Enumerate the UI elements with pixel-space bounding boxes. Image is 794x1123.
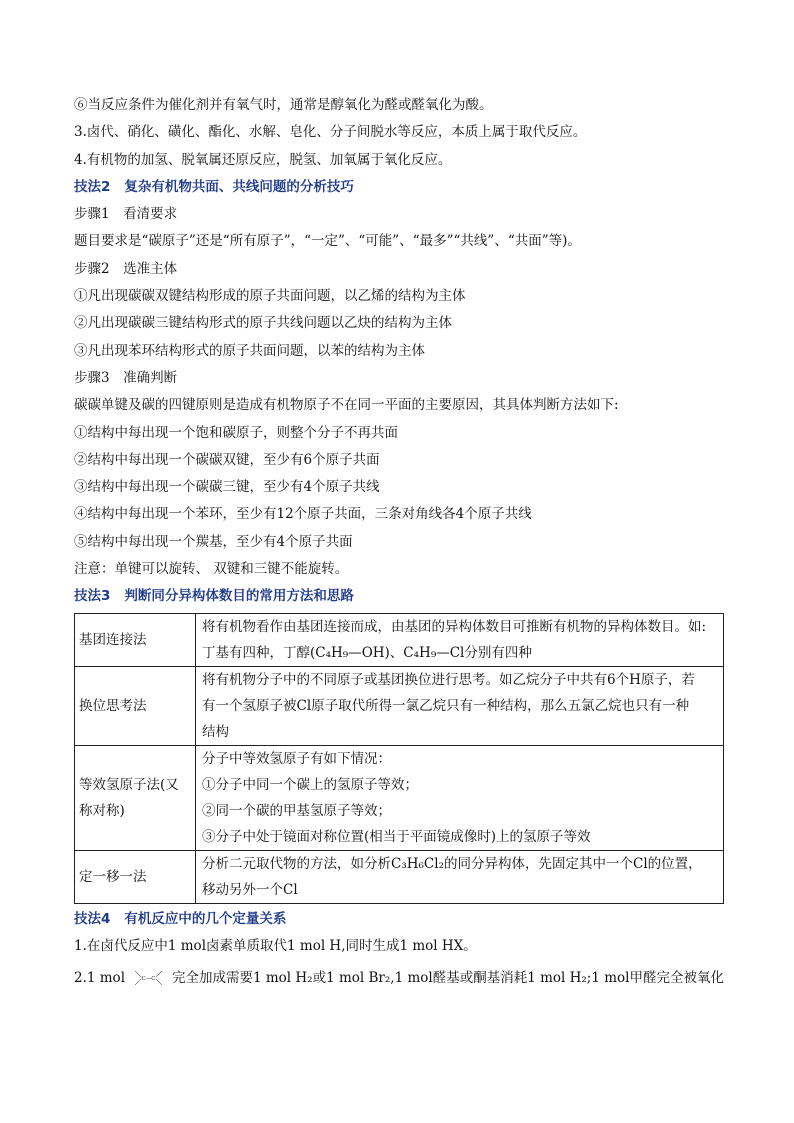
cc-symbol-text: C—C (141, 976, 156, 983)
method-name: 称对称) (79, 802, 125, 819)
method-name: 等效氢原子法(又 (79, 776, 179, 793)
text-line: 3.卤代、硝化、磺化、酯化、水解、皂化、分子间脱水等反应，本质上属于取代反应。 (74, 124, 587, 141)
text-line: 步骤3 准确判断 (74, 369, 178, 386)
method-name-cell (75, 666, 196, 745)
method-name-cell (75, 613, 196, 666)
skill3-heading (74, 583, 724, 610)
method-name: 换位思考法 (79, 697, 147, 714)
skill3-label: 技法3 (74, 588, 111, 605)
method-desc-line: 分子中等效氢原子有如下情况： (202, 750, 391, 767)
skill2-label: 技法2 (74, 178, 111, 195)
text-line: ①结构中每出现一个饱和碳原子，则整个分子不再共面 (74, 424, 398, 441)
skill4-label: 技法4 (74, 910, 111, 927)
method-desc-cell (196, 666, 724, 745)
text-line: ①凡出现碳碳双键结构形成的原子共面问题，以乙烯的结构为主体 (74, 288, 466, 305)
table-row (75, 850, 724, 903)
text-line: ⑥当反应条件为催化剂并有氧气时，通常是醇氧化为醛或醛氧化为酸。 (74, 97, 493, 113)
line2-prefix: 2.1 mol (74, 969, 126, 986)
method-desc-line: ③分子中处于镜面对称位置(相当于平面镜成像时)上的氢原子等效 (202, 828, 591, 845)
text-line: 注意：单键可以旋转、 双键和三键不能旋转。 (74, 561, 349, 578)
method-desc-cell (196, 745, 724, 850)
method-desc-line: ①分子中同一个碳上的氢原子等效； (202, 776, 418, 793)
method-desc-line: 分析二元取代物的方法，如分析C₃H₆Cl₂的同分异构体，先固定其中一个Cl的位置， (202, 855, 702, 872)
method-desc-line: 有一个氢原子被Cl原子取代所得一氯乙烷只有一种结构，那么五氯乙烷也只有一种 (202, 697, 690, 714)
method-desc-line: 将有机物看作由基团连接而成，由基团的异构体数目可推断有机物的异构体数目。如: (202, 618, 707, 635)
text-line: 4.有机物的加氢、脱氧属还原反应，脱氢、加氧属于氧化反应。 (74, 151, 452, 168)
table-row (75, 613, 724, 666)
skill2-body (74, 201, 724, 583)
table-row (75, 745, 724, 850)
text-line: ⑤结构中每出现一个羰基，至少有4个原子共面 (74, 533, 353, 550)
quantitative-line-2 (74, 960, 724, 996)
method-desc-cell (196, 850, 724, 903)
line2-suffix: 完全加成需要1 mol H₂或1 mol Br₂,1 mol醛基或酮基消耗1 mol H₂;1 mol甲醛完全被氧化 (171, 969, 724, 986)
text-line: 步骤2 选准主体 (74, 260, 178, 277)
text-line: ③结构中每出现一个碳碳三键，至少有4个原子共线 (74, 479, 380, 496)
text-line: 步骤1 看清要求 (74, 206, 178, 223)
method-desc-line: 移动另外一个Cl (202, 881, 298, 898)
text-line: ②凡出现碳碳三键结构形式的原子共线问题以乙炔的结构为主体 (74, 315, 452, 332)
method-desc-line: 将有机物分子中的不同原子或基团换位进行思考。如乙烷分子中共有6个H原子，若 (202, 671, 695, 688)
method-name-cell (75, 850, 196, 903)
text-line: 题目要求是“碳原子”还是“所有原子”，“一定”、“可能”、“最多”“共线”、“共面”等)。 (74, 233, 581, 250)
text-line: ③凡出现苯环结构形式的原子共面问题，以苯的结构为主体 (74, 342, 425, 359)
method-desc-line: 结构 (202, 723, 229, 740)
method-name: 定一移一法 (79, 868, 147, 885)
carbon-double-bond-icon (133, 960, 164, 996)
method-name-cell (75, 745, 196, 850)
skill4-heading (74, 906, 724, 933)
skill3-title: 判断同分异构体数目的常用方法和思路 (124, 588, 354, 605)
method-desc-line: ②同一个碳的甲基氢原子等效； (202, 802, 391, 819)
text-line: 1.在卤代反应中1 mol卤素单质取代1 mol H,同时生成1 mol HX。 (74, 937, 477, 954)
intro-lines (74, 92, 724, 174)
skill2-title: 复杂有机物共面、共线问题的分析技巧 (124, 178, 354, 195)
skill4-title: 有机反应中的几个定量关系 (124, 910, 287, 927)
method-name: 基团连接法 (79, 631, 147, 648)
isomer-methods-table (74, 613, 724, 904)
document-page (74, 92, 724, 996)
text-line: ②结构中每出现一个碳碳双键，至少有6个原子共面 (74, 451, 380, 468)
method-desc-cell (196, 613, 724, 666)
skill2-heading (74, 174, 724, 201)
table-row (75, 666, 724, 745)
method-desc-line: 丁基有四种，丁醇(C₄H₉—OH)、C₄H₉—Cl分别有四种 (202, 644, 532, 661)
text-line: 碳碳单键及碳的四键原则是造成有机物原子不在同一平面的主要原因，其具体判断方法如下: (74, 397, 619, 414)
text-line: ④结构中每出现一个苯环，至少有12个原子共面，三条对角线各4个原子共线 (74, 506, 532, 523)
